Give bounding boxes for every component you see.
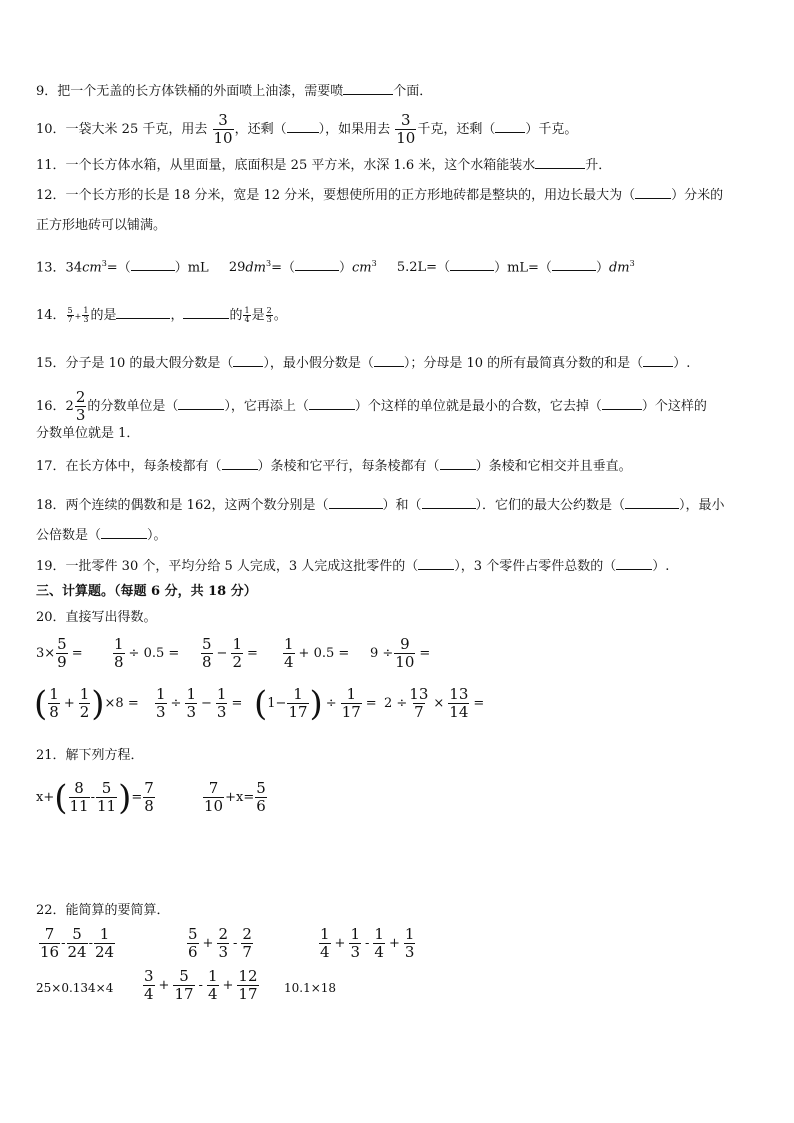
question-12: 12．一个长方形的长是 18 分米，宽是 12 分米，要想使所用的正方形地砖都是整块的，用边长最大为（ ）分米的 <box>36 188 724 203</box>
fraction: $\frac{5}{7}$ <box>67 306 73 324</box>
fraction: $\frac{1}{3}$ <box>83 306 89 324</box>
calc-expression: $\frac{1}{4}$ + 0.5 = <box>284 635 350 671</box>
equation: $\frac{7}{10}$ +x= $\frac{5}{6}$ <box>204 779 266 815</box>
answer-blank <box>222 457 258 470</box>
calc-expression: $\frac{1}{8}$ ÷ 0.5 = <box>114 635 180 671</box>
answer-blank <box>183 306 229 319</box>
answer-blank <box>418 557 454 570</box>
answer-blank <box>295 258 339 271</box>
answer-blank <box>535 156 585 169</box>
answer-blank <box>178 397 224 410</box>
answer-blank <box>495 120 525 133</box>
answer-blank <box>602 397 642 410</box>
calc-expression: $\frac{7}{16}$ - $\frac{5}{24}$ - $\frac{1}{24}$ <box>40 925 115 961</box>
answer-blank <box>309 397 355 410</box>
question-16-cont: 分数单位就是 1． <box>36 426 140 441</box>
answer-blank <box>643 354 673 367</box>
calc-expression: $\frac{1}{3}$ ÷ $\frac{1}{3}$ − $\frac{1}{3}$ = <box>156 685 243 721</box>
question-21-title: 21．解下列方程． <box>36 748 144 763</box>
answer-blank <box>450 258 494 271</box>
answer-blank <box>616 557 652 570</box>
question-20-title: 20．直接写出得数。 <box>36 610 157 625</box>
fraction: $\frac{2}{3}$ <box>75 388 86 424</box>
answer-blank <box>101 526 147 539</box>
calc-expression: 3× $\frac{5}{9}$ = <box>36 635 83 671</box>
answer-blank <box>635 186 671 199</box>
question-11: 11．一个长方体水箱，从里面量，底面积是 25 平方米，水深 1.6 米，这个水箱能装水 升． <box>36 158 612 173</box>
question-9: 9．把一个无盖的长方体铁桶的外面喷上油漆，需要喷 个面． <box>36 84 433 99</box>
calc-expression: ( $\frac{1}{8}$ + $\frac{1}{2}$ ) ×8 = <box>34 683 139 724</box>
fraction: $\frac{1}{4}$ <box>244 306 250 324</box>
fraction: $\frac{3}{10}$ <box>396 111 416 147</box>
calc-expression: 10.1×18 <box>284 981 337 995</box>
answer-blank <box>116 306 170 319</box>
answer-blank <box>552 258 596 271</box>
question-22-title: 22．能简算的要简算． <box>36 903 170 918</box>
answer-blank <box>422 496 476 509</box>
answer-blank <box>625 496 679 509</box>
answer-blank <box>440 457 476 470</box>
question-16: 16．2 $\frac{2}{3}$ 的分数单位是（ ），它再添上（ ）个这样的单位就是最小的合数，它去掉（ ）个这样的 <box>36 388 707 424</box>
answer-blank <box>329 496 383 509</box>
fraction: $\frac{2}{3}$ <box>266 306 272 324</box>
answer-blank <box>131 258 175 271</box>
calc-expression: $\frac{3}{4}$ + $\frac{5}{17}$ - $\frac{1}{4}$ + $\frac{12}{17}$ <box>144 967 258 1003</box>
question-13: 13．$34cm^3=$（ ）mL $29dm^3=$（ ）$cm^3$ 5.2L=（ ）mL=（ ）$dm^3$ <box>36 259 635 276</box>
section-heading: 三、计算题。（每题 6 分，共 18 分） <box>36 584 257 599</box>
calc-expression: ( 1− $\frac{1}{17}$ ) ÷ $\frac{1}{17}$ = <box>254 683 377 724</box>
calc-expression: $\frac{5}{8}$ − $\frac{1}{2}$ = <box>202 635 258 671</box>
question-19: 19．一批零件 30 个，平均分给 5 人完成，3 人完成这批零件的（ ），3 个零件占零件总数的（ ）. <box>36 559 670 574</box>
calc-expression: 25×0.134×4 <box>36 981 114 995</box>
answer-blank <box>233 354 263 367</box>
calc-expression: 9 ÷ $\frac{9}{10}$ = <box>370 635 431 671</box>
equation: x+ ( $\frac{8}{11}$ - $\frac{5}{11}$ ) = $\frac{7}{8}$ <box>36 777 154 818</box>
calc-expression: 2 ÷ $\frac{13}{7}$ × $\frac{13}{14}$ = <box>384 685 485 721</box>
question-12-cont: 正方形地砖可以铺满。 <box>36 218 167 233</box>
question-18: 18．两个连续的偶数和是 162，这两个数分别是（ ）和（ ）．它们的最大公约数是（ ），最小 <box>36 498 725 513</box>
question-14: 14． $\frac{5}{7}$ + $\frac{1}{3}$ 的是 ， 的 $\frac{1}{4}$ 是 $\frac{2}{3}$ 。 <box>36 306 287 324</box>
fraction: $\frac{3}{10}$ <box>213 111 233 147</box>
question-17: 17．在长方体中，每条棱都有（ ）条棱和它平行，每条棱都有（ ）条棱和它相交并且垂直。 <box>36 459 632 474</box>
answer-blank <box>343 82 393 95</box>
question-15: 15．分子是 10 的最大假分数是（ ），最小假分数是（ ）；分母是 10 的所有最简真分数的和是（ ）. <box>36 356 691 371</box>
question-18-cont: 公倍数是（ ）。 <box>36 528 167 543</box>
calc-expression: $\frac{1}{4}$ + $\frac{1}{3}$ - $\frac{1}{4}$ + $\frac{1}{3}$ <box>320 925 415 961</box>
answer-blank <box>287 120 319 133</box>
answer-blank <box>374 354 404 367</box>
question-10: 10．一袋大米 25 千克，用去 $\frac{3}{10}$ ，还剩（ ），如果用去 $\frac{3}{10}$ 千克，还剩（ ）千克。 <box>36 111 578 147</box>
calc-expression: $\frac{5}{6}$ + $\frac{2}{3}$ - $\frac{2}{7}$ <box>188 925 252 961</box>
